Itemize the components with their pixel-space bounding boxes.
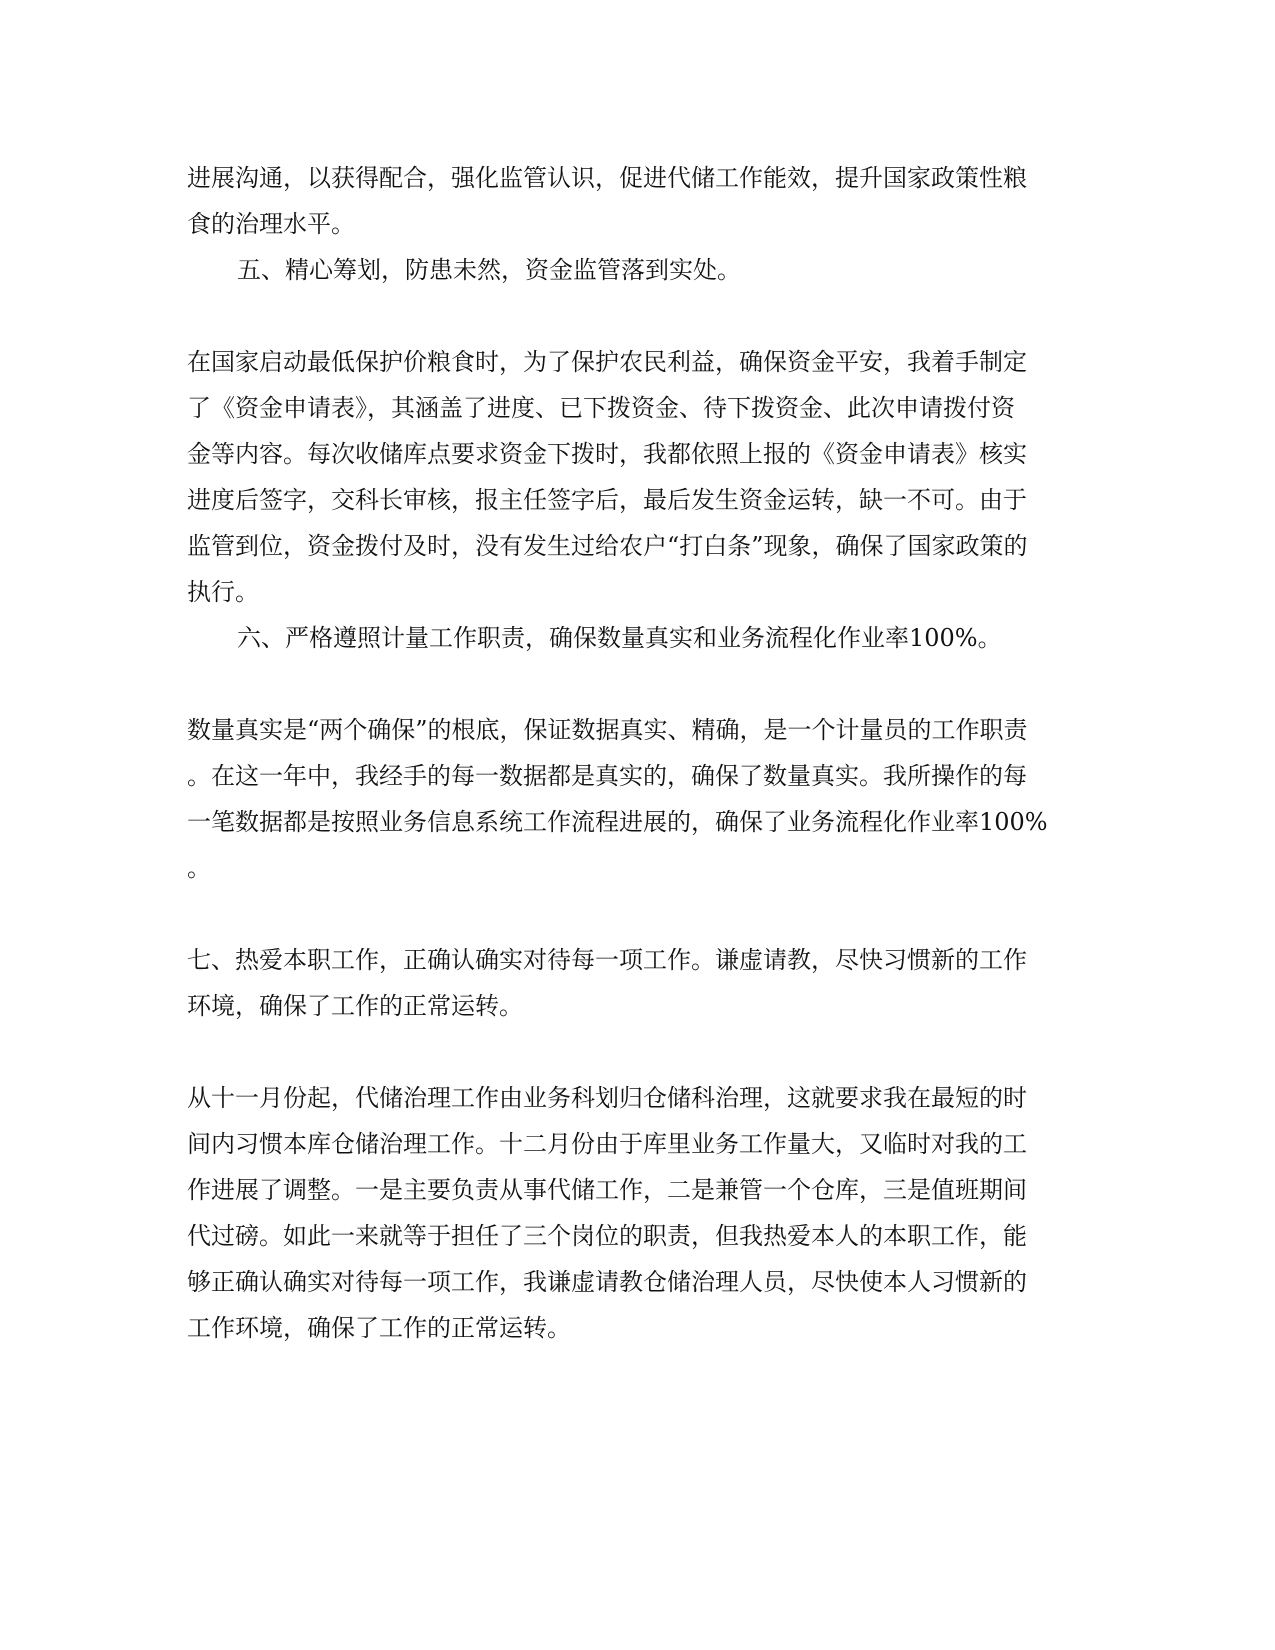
- paragraph-line: 工作环境，确保了工作的正常运转。: [187, 1314, 571, 1342]
- section-heading: 六、严格遵照计量工作职责，确保数量真实和业务流程化作业率100%。: [237, 624, 1002, 652]
- paragraph-line: 食的治理水平。: [187, 210, 355, 238]
- paragraph-line: 。在这一年中，我经手的每一数据都是真实的，确保了数量真实。我所操作的每: [187, 762, 1027, 790]
- paragraph-line: 。: [187, 854, 211, 882]
- paragraph-line: 代过磅。如此一来就等于担任了三个岗位的职责，但我热爱本人的本职工作，能: [187, 1222, 1027, 1250]
- paragraph-line: 环境，确保了工作的正常运转。: [187, 992, 523, 1020]
- paragraph-line: 作进展了调整。一是主要负责从事代储工作，二是兼管一个仓库，三是值班期间: [187, 1176, 1027, 1204]
- paragraph-line: 监管到位，资金拨付及时，没有发生过给农户“打白条”现象，确保了国家政策的: [187, 532, 1028, 560]
- section-heading: 七、热爱本职工作，正确认确实对待每一项工作。谦虚请教，尽快习惯新的工作: [187, 946, 1027, 974]
- paragraph-line: 从十一月份起，代储治理工作由业务科划归仓储科治理，这就要求我在最短的时: [187, 1084, 1027, 1112]
- paragraph-line: 数量真实是“两个确保”的根底，保证数据真实、精确，是一个计量员的工作职责: [187, 716, 1028, 744]
- paragraph-line: 在国家启动最低保护价粮食时，为了保护农民利益，确保资金平安，我着手制定: [187, 348, 1027, 376]
- paragraph-line: 进度后签字，交科长审核，报主任签字后，最后发生资金运转，缺一不可。由于: [187, 486, 1027, 514]
- paragraph-line: 够正确认确实对待每一项工作，我谦虚请教仓储治理人员，尽快使本人习惯新的: [187, 1268, 1027, 1296]
- paragraph-line: 间内习惯本库仓储治理工作。十二月份由于库里业务工作量大，又临时对我的工: [187, 1130, 1027, 1158]
- paragraph-line: 一笔数据都是按照业务信息系统工作流程进展的，确保了业务流程化作业率100%: [187, 808, 1048, 836]
- paragraph-line: 执行。: [187, 578, 259, 606]
- paragraph-line: 金等内容。每次收储库点要求资金下拨时，我都依照上报的《资金申请表》核实: [187, 440, 1027, 468]
- section-heading: 五、精心筹划，防患未然，资金监管落到实处。: [237, 256, 741, 284]
- paragraph-line: 了《资金申请表》，其涵盖了进度、已下拨资金、待下拨资金、此次申请拨付资: [187, 394, 1015, 422]
- paragraph-line: 进展沟通，以获得配合，强化监管认识，促进代储工作能效，提升国家政策性粮: [187, 164, 1027, 192]
